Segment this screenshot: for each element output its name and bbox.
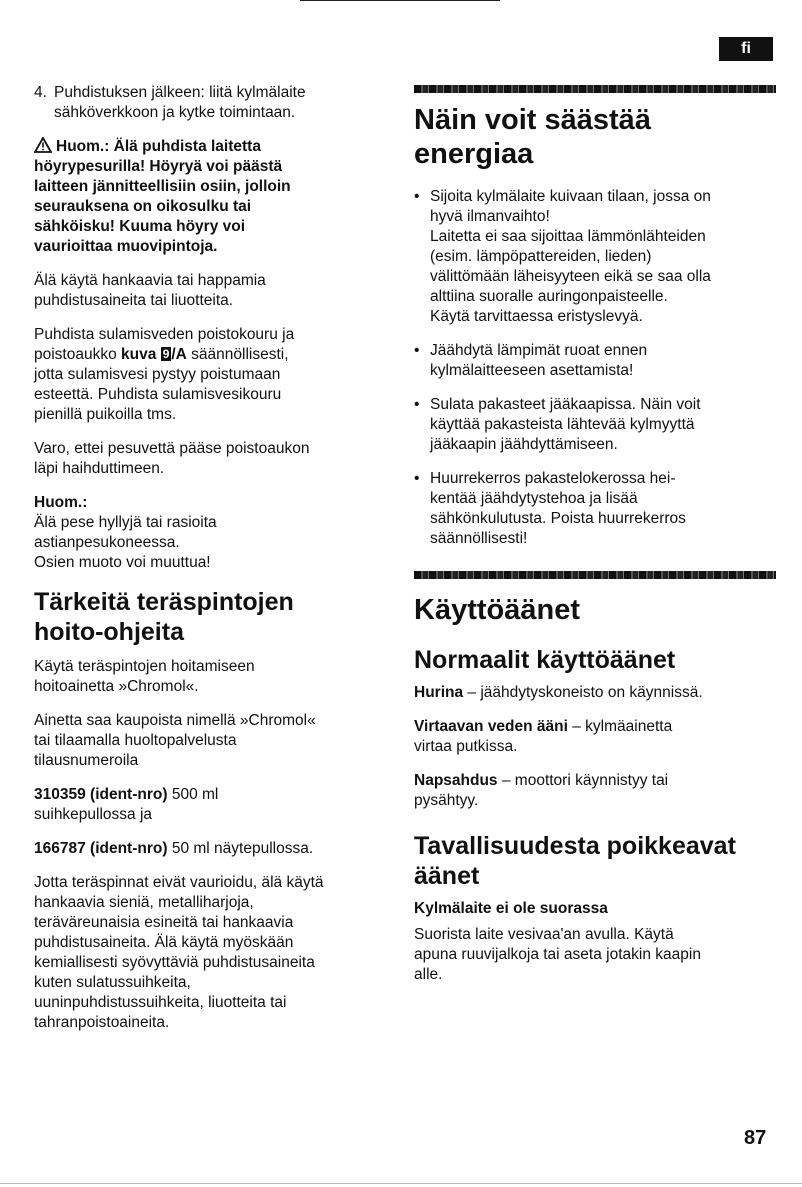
section-divider-bar xyxy=(414,571,776,579)
text-line: Varo, ettei pesuvettä pääse poistoaukon xyxy=(34,440,310,457)
order-size: 500 ml xyxy=(167,786,219,803)
text-line: tilausnumeroila xyxy=(34,752,139,769)
text-line: Sulata pakasteet jääkaapissa. Näin voit xyxy=(430,396,701,413)
step-text-line: sähköverkkoon ja kytke toimintaan. xyxy=(54,104,296,121)
text-line: läpi haihduttimeen. xyxy=(34,460,165,477)
bullet-icon: • xyxy=(414,396,420,413)
text-line: esteettä. Puhdista sulamisvesikouru xyxy=(34,386,282,403)
text-line: tai tilaamalla huoltopalvelusta xyxy=(34,732,237,749)
text-line: välittömään läheisyyteen eikä se saa olla xyxy=(430,268,711,285)
text-line: Älä käytä hankaavia tai happamia xyxy=(34,272,266,289)
text-line: apuna ruuvijalkoja tai aseta jotakin kaapin xyxy=(414,946,701,963)
text-line: pysähtyy. xyxy=(414,792,479,809)
text-line: puhdistusaineita. Älä käytä myöskään xyxy=(34,934,294,951)
text-line: Ainetta saa kaupoista nimellä »Chromol« xyxy=(34,712,316,729)
text-line: alle. xyxy=(414,966,443,983)
sound-description: – moottori käynnistyy tai xyxy=(497,772,669,789)
text-line: Älä pese hyllyjä tai rasioita xyxy=(34,514,217,531)
text-line: virtaa putkissa. xyxy=(414,738,518,755)
warning-line: laitteen jännitteellisiin osiin, jolloin xyxy=(34,178,291,195)
bullet-icon: • xyxy=(414,470,420,487)
order-number-1 xyxy=(34,785,379,825)
text-line: puhdistusaineita tai liuotteita. xyxy=(34,292,234,309)
list-item xyxy=(414,341,776,381)
heading-line: Näin voit säästää xyxy=(414,104,651,136)
text-line: Osien muoto voi muuttua! xyxy=(34,554,211,571)
warning-triangle-icon xyxy=(34,137,52,153)
paragraph-chromol xyxy=(34,657,379,697)
sound-item xyxy=(414,683,776,703)
sound-item xyxy=(414,771,776,811)
list-item xyxy=(414,187,776,327)
paragraph-level-appliance xyxy=(414,925,776,985)
paragraph-availability xyxy=(34,711,379,771)
text-line: Jotta teräspinnat eivät vaurioidu, älä käytä xyxy=(34,874,324,891)
section-divider-bar xyxy=(414,85,776,93)
step-4 xyxy=(34,83,379,123)
heading-line: energiaa xyxy=(414,138,534,170)
text-line: Käytä tarvittaessa eristyslevyä. xyxy=(430,308,643,325)
step-number: 4. xyxy=(34,84,47,101)
text-line: hoitoainetta »Chromol«. xyxy=(34,678,199,695)
heading-line: hoito-ohjeita xyxy=(34,618,184,646)
warning-line: sähköisku! Kuuma höyry voi xyxy=(34,218,246,235)
warning-line: höyrypesurilla! Höyryä voi päästä xyxy=(34,158,283,175)
paragraph-avoid-abrasives xyxy=(34,873,379,1033)
order-number-2 xyxy=(34,839,379,859)
text-line: Suorista laite vesivaa'an avulla. Käytä xyxy=(414,926,674,943)
text-line: sähkönkulutusta. Poista huurrekerros xyxy=(430,510,686,527)
text-line: kentää jäähdytystehoa ja lisää xyxy=(430,490,638,507)
sound-name: Virtaavan veden ääni xyxy=(414,718,568,735)
heading-line: Tärkeitä teräspintojen xyxy=(34,588,294,616)
unusual-subheading: Kylmälaite ei ole suorassa xyxy=(414,900,608,917)
text-line: pienillä puikoilla tms. xyxy=(34,406,177,423)
text-line: Jäähdytä lämpimät ruoat ennen xyxy=(430,342,648,359)
text-line: kylmälaitteeseen asettamista! xyxy=(430,362,634,379)
normal-sounds-heading: Normaalit käyttöäänet xyxy=(414,646,676,674)
paragraph-evaporator xyxy=(34,439,379,479)
text-line: teräväreunaisia esineitä tai hankaavia xyxy=(34,914,294,931)
sound-name: Napsahdus xyxy=(414,772,498,789)
warning-line: Huom.: Älä puhdista laitetta xyxy=(56,138,261,155)
text-line: Puhdista sulamisveden poistokouru ja xyxy=(34,326,295,343)
text-line: astianpesukoneessa. xyxy=(34,534,180,551)
order-size: 50 ml näytepullossa. xyxy=(167,840,314,857)
heading-line: Tavallisuudesta poikkeavat xyxy=(414,832,736,860)
text-line: hankaavia sieniä, metalliharjoja, xyxy=(34,894,254,911)
text-line: jääkaapin jäähdyttämiseen. xyxy=(430,436,618,453)
text-line: säännöllisesti! xyxy=(430,530,528,547)
figure-number-badge: 9 xyxy=(162,347,170,361)
figure-ref-label: kuva xyxy=(121,346,157,363)
warning-line: vaurioittaa muovipintoja. xyxy=(34,238,218,255)
language-tab: fi xyxy=(719,37,773,61)
text-line: hyvä ilmanvaihto! xyxy=(430,208,550,225)
text-line: käyttää pakasteista lähtevää kylmyyttä xyxy=(430,416,695,433)
note-block xyxy=(34,493,379,573)
energy-saving-heading xyxy=(414,103,776,171)
bullet-icon: • xyxy=(414,342,420,359)
right-column xyxy=(414,85,776,999)
bullet-icon: • xyxy=(414,188,420,205)
list-item xyxy=(414,395,776,455)
list-item xyxy=(414,469,776,549)
warning-line: seurauksena on oikosulku tai xyxy=(34,198,252,215)
order-code: 310359 (ident-nro) xyxy=(34,786,168,803)
steel-care-heading xyxy=(34,587,379,647)
paragraph-cleaning-agents xyxy=(34,271,379,311)
text-line: Käytä teräspintojen hoitamiseen xyxy=(34,658,255,675)
text-line: alttiina suoralle auringonpaisteelle. xyxy=(430,288,668,305)
text-line: (esim. lämpöpattereiden, lieden) xyxy=(430,248,652,265)
note-heading: Huom.: xyxy=(34,494,88,511)
text-line: uuninpuhdistussuihkeita, liuotteita tai xyxy=(34,994,287,1011)
sound-description: – jäähdytyskoneisto on käynnissä. xyxy=(463,684,703,701)
step-text-line: Puhdistuksen jälkeen: liitä kylmälaite xyxy=(54,84,306,101)
warning-block xyxy=(34,137,379,257)
sound-description: – kylmäainetta xyxy=(567,718,673,735)
operating-sounds-heading: Käyttöäänet xyxy=(414,594,580,626)
text-line: kuten sulatussuihkeita, xyxy=(34,974,191,991)
page-number: 87 xyxy=(744,1127,767,1149)
text-line: suihkepullossa ja xyxy=(34,806,153,823)
text-line: kemiallisesti syövyttäviä puhdistusaineita xyxy=(34,954,315,971)
top-rule xyxy=(300,0,500,1)
text-fragment: säännöllisesti, xyxy=(186,346,289,363)
sound-item xyxy=(414,717,776,757)
text-line: Huurrekerros pakastelokerossa hei- xyxy=(430,470,676,487)
order-code: 166787 (ident-nro) xyxy=(34,840,168,857)
text-line: Sijoita kylmälaite kuivaan tilaan, jossa on xyxy=(430,188,711,205)
bottom-rule xyxy=(0,1183,802,1184)
figure-ref-letter: /A xyxy=(171,346,187,363)
text-fragment: poistoaukko xyxy=(34,346,122,363)
paragraph-drain xyxy=(34,325,379,425)
text-line: jotta sulamisvesi pystyy poistumaan xyxy=(34,366,281,383)
energy-tips-list xyxy=(414,187,776,549)
sound-name: Hurina xyxy=(414,684,464,701)
text-line: tahranpoistoaineita. xyxy=(34,1014,170,1031)
heading-line: äänet xyxy=(414,862,480,890)
left-column xyxy=(34,83,379,1047)
text-line: Laitetta ei saa sijoittaa lämmönlähteiden xyxy=(430,228,706,245)
unusual-sounds-heading xyxy=(414,831,776,891)
